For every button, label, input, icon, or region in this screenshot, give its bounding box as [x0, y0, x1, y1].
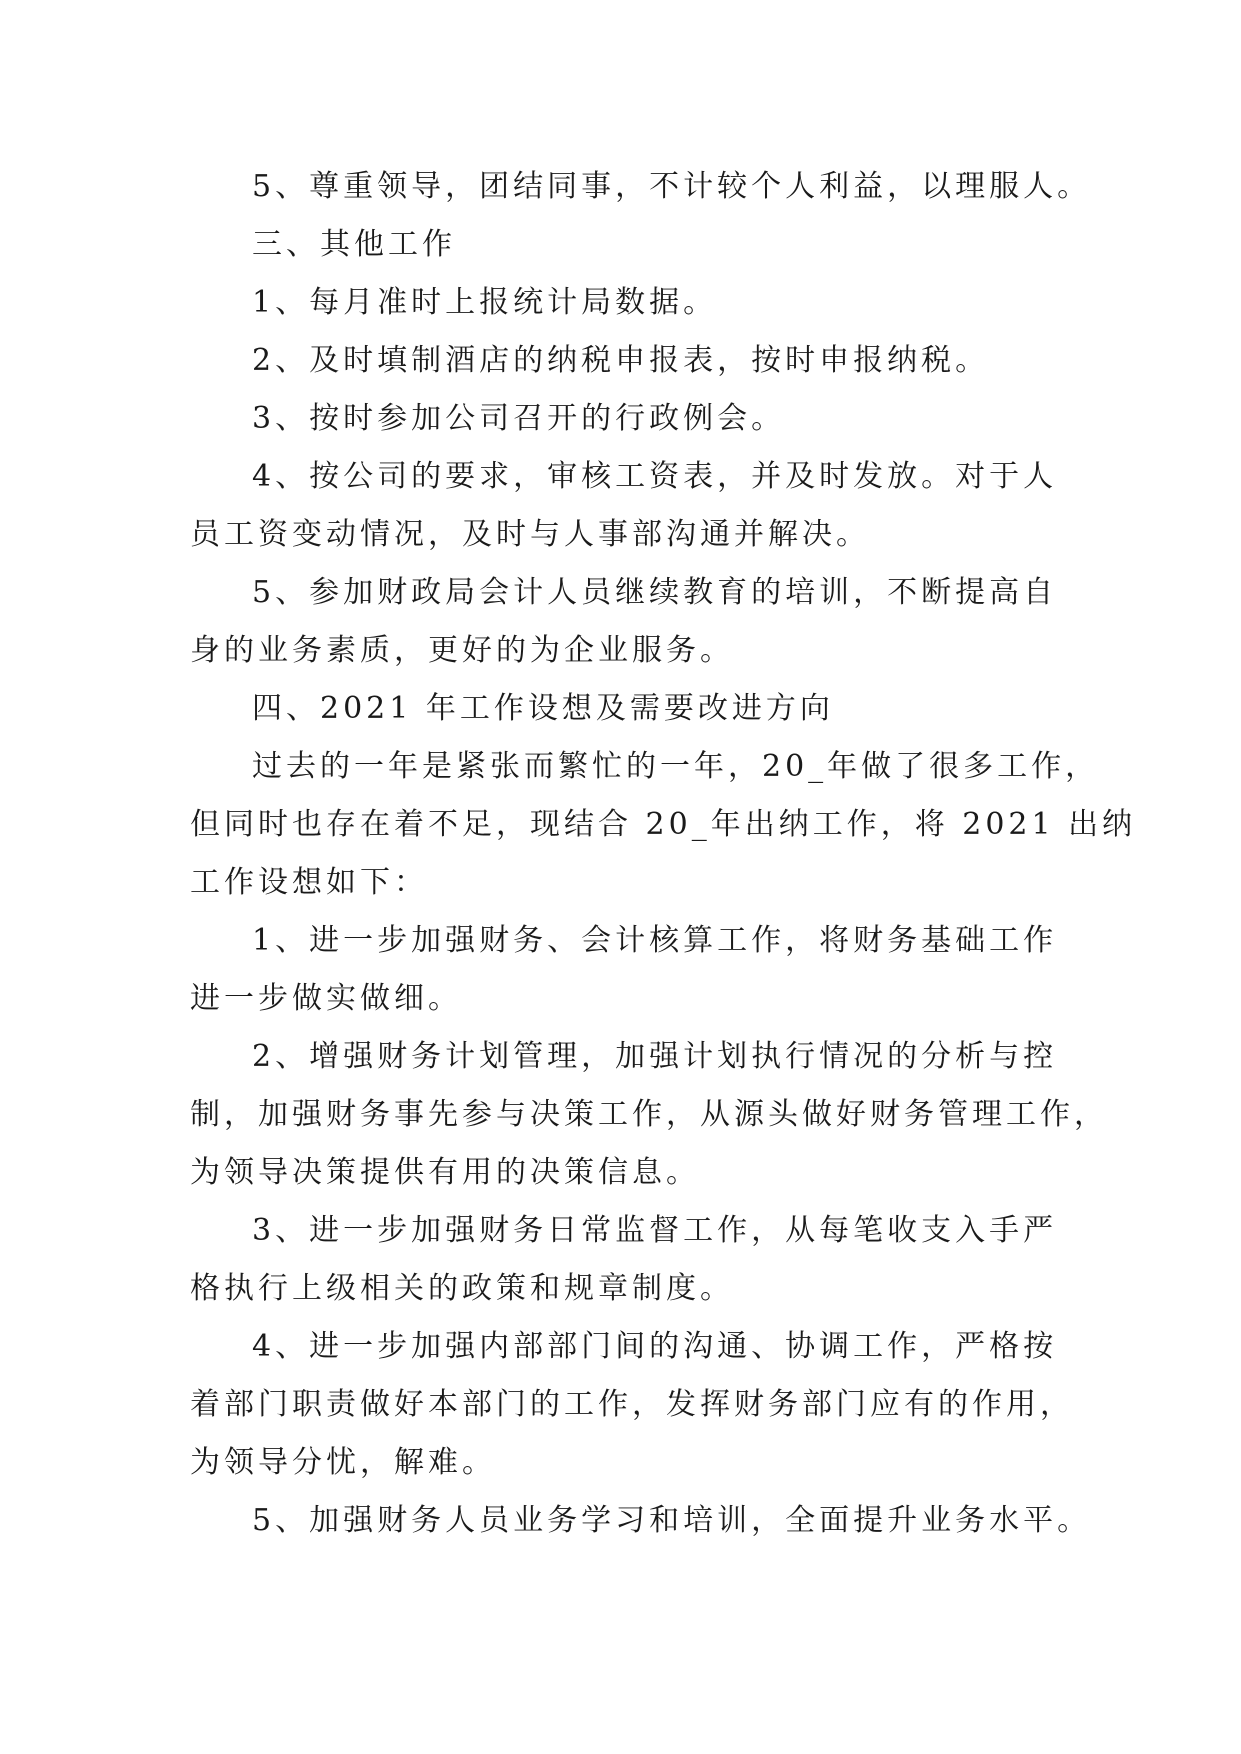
paragraph-line: 工作设想如下：	[190, 865, 428, 900]
paragraph-line: 3、进一步加强财务日常监督工作，从每笔收支入手严	[252, 1213, 1058, 1248]
paragraph-line: 为领导决策提供有用的决策信息。	[190, 1155, 700, 1190]
paragraph-line: 格执行上级相关的政策和规章制度。	[190, 1271, 734, 1306]
paragraph-line: 5、尊重领导，团结同事，不计较个人利益，以理服人。	[252, 169, 1092, 204]
paragraph-line: 5、加强财务人员业务学习和培训，全面提升业务水平。	[252, 1503, 1092, 1538]
paragraph-line: 着部门职责做好本部门的工作，发挥财务部门应有的作用，	[190, 1387, 1074, 1422]
paragraph-line: 员工资变动情况，及时与人事部沟通并解决。	[190, 517, 870, 552]
paragraph-line: 4、按公司的要求，审核工资表，并及时发放。对于人	[252, 459, 1058, 494]
paragraph-line: 3、按时参加公司召开的行政例会。	[252, 401, 786, 436]
paragraph-line: 制，加强财务事先参与决策工作，从源头做好财务管理工作，	[190, 1097, 1108, 1132]
paragraph-line: 过去的一年是紧张而繁忙的一年，20_年做了很多工作，	[252, 749, 1100, 784]
paragraph-line: 进一步做实做细。	[190, 981, 462, 1016]
paragraph-line: 5、参加财政局会计人员继续教育的培训，不断提高自	[252, 575, 1058, 610]
paragraph-line: 身的业务素质，更好的为企业服务。	[190, 633, 734, 668]
paragraph-line: 1、每月准时上报统计局数据。	[252, 285, 718, 320]
section-heading: 四、2021 年工作设想及需要改进方向	[252, 691, 834, 726]
section-heading: 三、其他工作	[252, 227, 456, 262]
paragraph-line: 但同时也存在着不足，现结合 20_年出纳工作，将 2021 出纳	[190, 807, 1137, 842]
paragraph-line: 4、进一步加强内部部门间的沟通、协调工作，严格按	[252, 1329, 1058, 1364]
paragraph-line: 2、增强财务计划管理，加强计划执行情况的分析与控	[252, 1039, 1058, 1074]
paragraph-line: 为领导分忧，解难。	[190, 1445, 496, 1480]
paragraph-line: 1、进一步加强财务、会计核算工作，将财务基础工作	[252, 923, 1058, 958]
paragraph-line: 2、及时填制酒店的纳税申报表，按时申报纳税。	[252, 343, 990, 378]
